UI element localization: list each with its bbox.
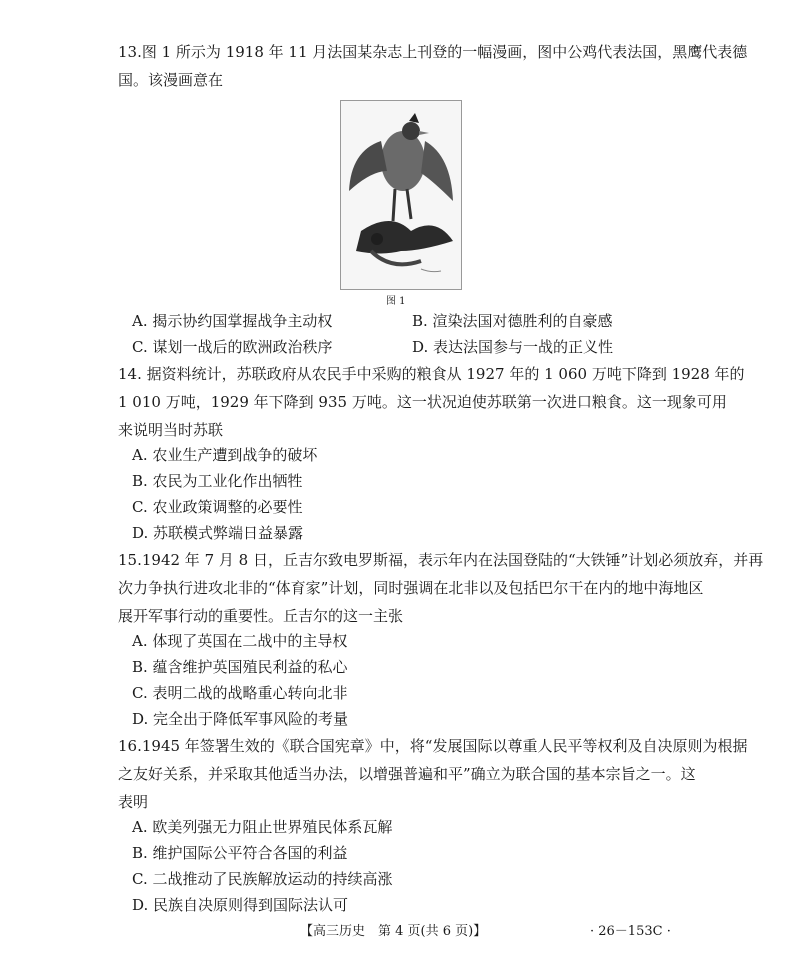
question-15 [118,546,764,630]
question-16 [118,732,748,816]
q14-option-c: C. 农业政策调整的必要性 [132,498,303,516]
q16-option-b: B. 维护国际公平符合各国的利益 [132,844,348,862]
footer-exam-code: · 26－153C · [590,924,671,939]
question-14-line-3: 来说明当时苏联 [118,421,224,439]
q14-option-d: D. 苏联模式弊端日益暴露 [132,524,304,542]
q13-option-a: A. 揭示协约国掌握战争主动权 [132,312,333,330]
question-16-line-3: 表明 [118,793,149,811]
question-14 [118,360,745,444]
q14-option-a: A. 农业生产遭到战争的破坏 [132,446,318,464]
page-footer [0,920,800,942]
question-14-line-2: 1 010 万吨，1929 年下降到 935 万吨。这一状况迫使苏联第一次进口粮食。这一现象可用 [118,393,727,411]
q14-option-b: B. 农民为工业化作出牺牲 [132,472,303,490]
question-13-line-2: 国。该漫画意在 [118,71,224,89]
q16-option-a: A. 欧美列强无力阻止世界殖民体系瓦解 [132,818,393,836]
question-15-line-3: 展开军事行动的重要性。丘吉尔的这一主张 [118,607,404,625]
q13-option-c: C. 谋划一战后的欧洲政治秩序 [132,338,333,356]
q16-option-d: D. 民族自决原则得到国际法认可 [132,896,349,914]
question-14-line-1: 14. 据资料统计，苏联政府从农民手中采购的粮食从 1927 年的 1 060 万吨下降到 1928 年的 [118,365,745,383]
question-15-line-2: 次力争执行进攻北非的“体育家”计划，同时强调在北非以及包括巴尔干在内的地中海地区 [118,579,704,597]
footer-page-info: 【高三历史 第 4 页(共 6 页)】 [300,924,487,939]
q15-option-d: D. 完全出于降低军事风险的考量 [132,710,349,728]
question-13-line-1: 13.图 1 所示为 1918 年 11 月法国某杂志上刊登的一幅漫画，图中公鸡代表法国，黑鹰代表德 [118,43,748,61]
q15-option-c: C. 表明二战的战略重心转向北非 [132,684,348,702]
question-16-line-1: 16.1945 年签署生效的《联合国宪章》中，将“发展国际以尊重人民平等权利及自决原则为根据 [118,737,748,755]
q15-option-a: A. 体现了英国在二战中的主导权 [132,632,348,650]
q16-option-c: C. 二战推动了民族解放运动的持续高涨 [132,870,393,888]
q13-option-b: B. 渲染法国对德胜利的自豪感 [412,312,613,330]
question-15-line-1: 15.1942 年 7 月 8 日，丘吉尔致电罗斯福，表示年内在法国登陆的“大铁锤”计划必须放弃，并再 [118,551,764,569]
q13-option-d: D. 表达法国参与一战的正义性 [412,338,614,356]
cartoon-rooster-eagle-figure [340,100,462,290]
q15-option-b: B. 蕴含维护英国殖民利益的私心 [132,658,348,676]
figure-caption: 图 1 [386,296,406,307]
question-16-line-2: 之友好关系，并采取其他适当办法，以增强普遍和平”确立为联合国的基本宗旨之一。这 [118,765,696,783]
question-13 [118,38,748,94]
rooster-eagle-illustration [341,101,461,289]
